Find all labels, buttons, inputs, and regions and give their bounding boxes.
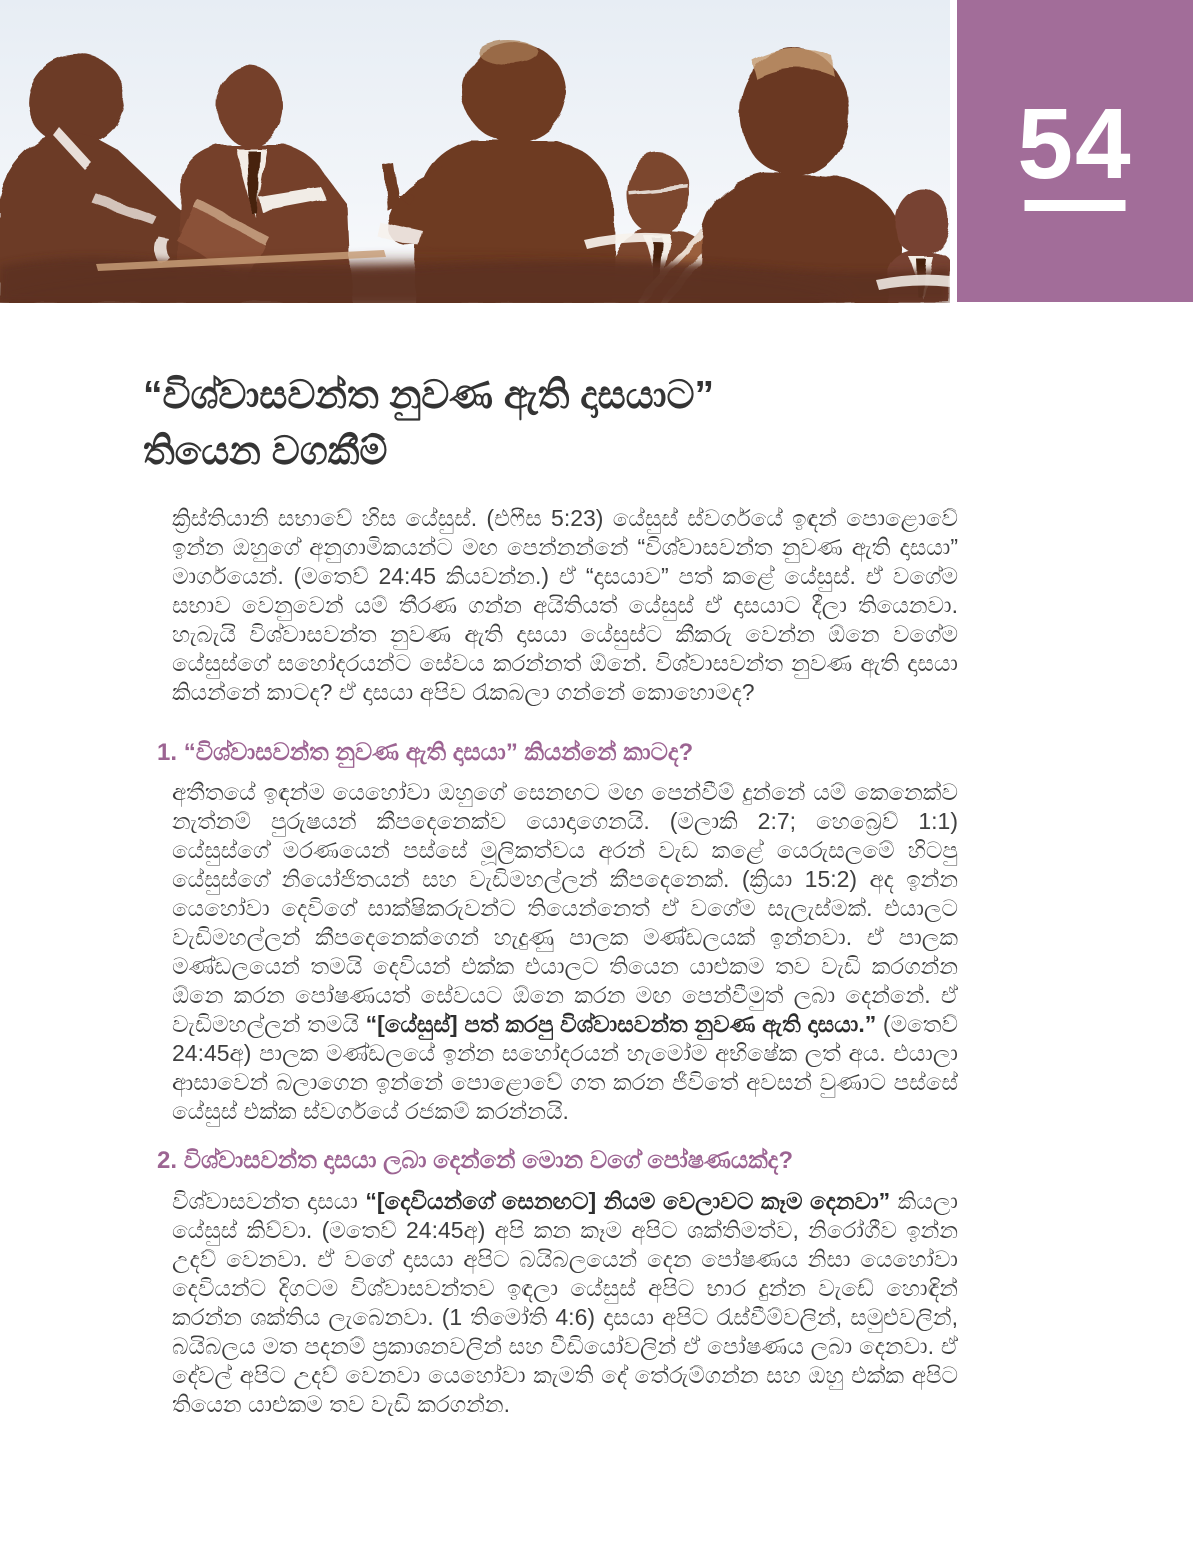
question-1-heading [157, 738, 997, 768]
question-2-number: 2. [157, 1146, 178, 1174]
lesson-number-badge [957, 0, 1193, 302]
section-2-run-1: විශ්වාසවන්ත දාසයා [172, 1188, 366, 1214]
section-1-paragraph [172, 778, 958, 1126]
page-title [143, 368, 1043, 480]
section-1-run-3: (මතෙව් 24:45අ) පාලක මණ්ඩලයේ ඉන්න සහෝදරයන් හැමෝම අභිෂේක ලත් අය. එයාලා ආසාවෙන් බලාගෙන ඉන්නේ පොළොවේ ගත කරන ජීවිතේ අවසන් වුණාට පස්සේ යේසුස් එක්ක ස්වර්ගයේ රජකම් කරන්නයි. [172, 1011, 958, 1124]
section-2-quote-bold: “[දෙවියන්ගේ සෙනඟට] නියම වෙලාවට කෑම දෙනවා” [365, 1188, 891, 1214]
question-2-heading [157, 1146, 997, 1176]
intro-paragraph [172, 504, 958, 707]
lesson-number-underline [1025, 200, 1126, 211]
hero-meeting-illustration [0, 0, 950, 303]
intro-paragraph-text: ක්‍රිස්තියානි සභාවේ හිස යේසුස්. (එෆීස 5:23) යේසුස් ස්වර්ගයේ ඉඳන් පොළොවේ ඉන්න ඔහුගේ අනුගාමිකයන්ට මඟ පෙන්නන්නේ “විශ්වාසවන්ත නුවණ ඇති දාසයා” මාර්ගයෙන්. (මතෙව් 24:45 කියවන්න.) ඒ “දාසයාව” පත් කළේ යේසුස්. ඒ වගේම සභාව වෙනුවෙන් යම් තීරණ ගන්න අයිතියත් යේසුස් ඒ දාසයාට දීලා තියෙනවා. හැබැයි විශ්වාසවන්ත නුවණ ඇති දාසයා යේසුස්ට කීකරු වෙන්න ඕනෙ වගේම යේසුස්ගේ සහෝදරයන්ට සේවය කරන්නත් ඕනේ. විශ්වාසවන්ත නුවණ ඇති දාසයා කියන්නේ කාටද? ඒ දාසයා අපිව රැකබලා ගන්නේ කොහොමද? [172, 505, 958, 705]
section-1-run-1: අතීතයේ ඉඳන්ම යෙහෝවා ඔහුගේ සෙනඟට මඟ පෙන්වීම් දුන්නේ යම් කෙනෙක්ව නැත්නම් පුරුෂයන් කීපදෙනෙක්ව යොදාගෙනයි. (මලාකි 2:7; හෙබ්‍රෙව් 1:1) යේසුස්ගේ මරණයෙන් පස්සේ මූලිකත්වය අරන් වැඩ කළේ යෙරුසලමේ හිටපු යේසුස්ගේ නියෝජිතයන් සහ වැඩිමහල්ලන් කීපදෙනෙක්. (ක්‍රියා 15:2) අද ඉන්න යෙහෝවා දෙවිගේ සාක්ෂිකරුවන්ට තියෙන්නෙත් ඒ වගේම සැලැස්මක්. එයාලට වැඩිමහල්ලන් කීපදෙනෙක්ගෙන් හැදුණු පාලක මණ්ඩලයක් ඉන්නවා. ඒ පාලක මණ්ඩලයෙන් තමයි දෙවියන් එක්ක එයාලට තියෙන යාළුකම තව වැඩි කරගන්න ඕනෙ කරන පෝෂණයත් සේවයට ඕනෙ කරන මඟ පෙන්වීමුත් ලබා දෙන්නේ. ඒ වැඩිමහල්ලන් තමයි [172, 779, 958, 1037]
section-2-paragraph [172, 1187, 958, 1419]
page-title-line-2: තියෙන වගකීම් [143, 430, 388, 474]
page-title-line-1: “විශ්වාසවන්ත නුවණ ඇති දාසයාට” [143, 374, 715, 418]
section-1-quote-bold: “[යේසුස්] පත් කරපු විශ්වාසවන්ත නුවණ ඇති දාසයා.” [365, 1011, 877, 1037]
question-1-text: “විශ්වාසවන්ත නුවණ ඇති දාසයා” කියන්නේ කාටද? [183, 738, 694, 766]
hero-illustration-svg [0, 0, 950, 303]
question-2-text: විශ්වාසවන්ත දාසයා ලබා දෙන්නේ මොන වගේ පෝෂණයක්ද? [183, 1146, 793, 1174]
question-1-number: 1. [157, 738, 178, 766]
section-2-run-3: කියලා යේසුස් කිව්වා. (මතෙව් 24:45අ) අපි කන කෑම අපිට ශක්තිමත්ව, නිරෝගීව ඉන්න උදව් වෙනවා. ඒ වගේ දාසයා අපිට බයිබලයෙන් දෙන පෝෂණය නිසා යෙහෝවා දෙවියන්ට දිගටම විශ්වාසවන්තව ඉඳලා යේසුස් අපිට භාර දුන්න වැඩේ හොඳින් කරන්න ශක්තිය ලැබෙනවා. (1 තිමෝති 4:6) දාසයා අපිට රැස්වීම්වලින්, සමුළුවලින්, බයිබලය මත පදනම් ප්‍රකාශනවලින් සහ වීඩියෝවලින් ඒ පෝෂණය ලබා දෙනවා. ඒ දේවල් අපිට උදව් වෙනවා යෙහෝවා කැමති දේ තේරුම්ගන්න සහ ඔහු එක්ක අපිට තියෙන යාළුකම තව වැඩි කරගන්න. [172, 1188, 958, 1417]
lesson-number: 54 [1017, 88, 1133, 200]
